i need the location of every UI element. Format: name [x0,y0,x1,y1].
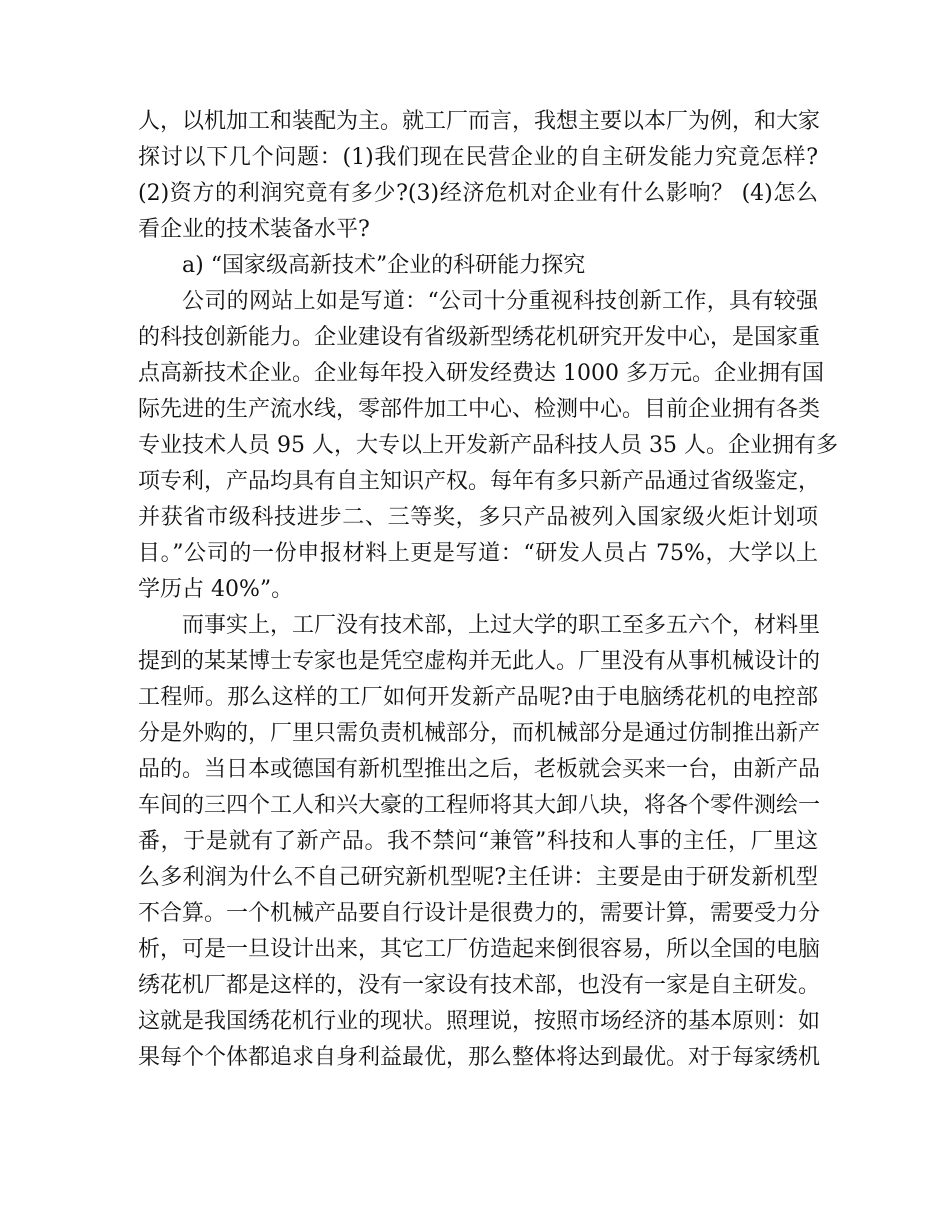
text-line: 专业技术人员 95 人，大专以上开发新产品科技人员 35 人。企业拥有多 [138,433,838,458]
text-line: 际先进的生产流水线，零部件加工中心、检测中心。目前企业拥有各类 [138,397,821,422]
text-line: 工程师。那么这样的工厂如何开发新产品呢?由于电脑绣花机的电控部 [138,685,818,710]
text-line: 品的。当日本或德国有新机型推出之后，老板就会买来一台，由新产品 [138,757,821,782]
section-heading: a) “国家级高新技术”企业的科研能力探究 [182,253,586,278]
text-line: 提到的某某博士专家也是凭空虚构并无此人。厂里没有从事机械设计的 [138,649,821,674]
text-line: 看企业的技术装备水平? [138,217,370,242]
text-line: (2)资方的利润究竟有多少?(3)经济危机对企业有什么影响？ (4)怎么 [138,181,818,206]
text-line: 这就是我国绣花机行业的现状。照理说，按照市场经济的基本原则：如 [138,1009,821,1034]
paragraph [138,104,821,248]
text-line: 并获省市级科技进步二、三等奖，多只产品被列入国家级火炬计划项 [138,505,818,530]
text-line: 而事实上，工厂没有技术部，上过大学的职工至多五六个，材料里 [182,613,821,638]
paragraph [138,284,838,608]
text-line: 析，可是一旦设计出来，其它工厂仿造起来倒很容易，所以全国的电脑 [138,937,821,962]
text-line: 学历占 40%”。 [138,577,294,602]
paragraph [138,608,821,1076]
text-line: 番，于是就有了新产品。我不禁问“兼管”科技和人事的主任，厂里这 [138,829,818,854]
text-line: 不合算。一个机械产品要自行设计是很费力的，需要计算，需要受力分 [138,901,821,926]
text-line: 的科技创新能力。企业建设有省级新型绣花机研究开发中心，是国家重 [138,325,821,350]
text-line: 目。”公司的一份申报材料上更是写道：“研发人员占 75%，大学以上 [138,541,818,566]
text-line: 分是外购的，厂里只需负责机械部分，而机械部分是通过仿制推出新产 [138,721,821,746]
text-line: 么多利润为什么不自己研究新机型呢?主任讲：主要是由于研发新机型 [138,865,818,890]
text-line: 人，以机加工和装配为主。就工厂而言，我想主要以本厂为例，和大家 [138,109,821,134]
text-line: 项专利，产品均具有自主知识产权。每年有多只新产品通过省级鉴定， [138,469,821,494]
text-line: 点高新技术企业。企业每年投入研发经费达 1000 多万元。企业拥有国 [138,361,824,386]
text-line: 公司的网站上如是写道：“公司十分重视科技创新工作，具有较强 [182,289,818,314]
text-line: 车间的三四个工人和兴大豪的工程师将其大卸八块，将各个零件测绘一 [138,793,821,818]
text-line: 绣花机厂都是这样的，没有一家设有技术部，也没有一家是自主研发。 [138,973,821,998]
document-body [138,104,838,1076]
text-line: 果每个个体都追求自身利益最优，那么整体将达到最优。对于每家绣机 [138,1045,821,1070]
text-line: 探讨以下几个问题：(1)我们现在民营企业的自主研发能力究竟怎样? [138,145,818,170]
